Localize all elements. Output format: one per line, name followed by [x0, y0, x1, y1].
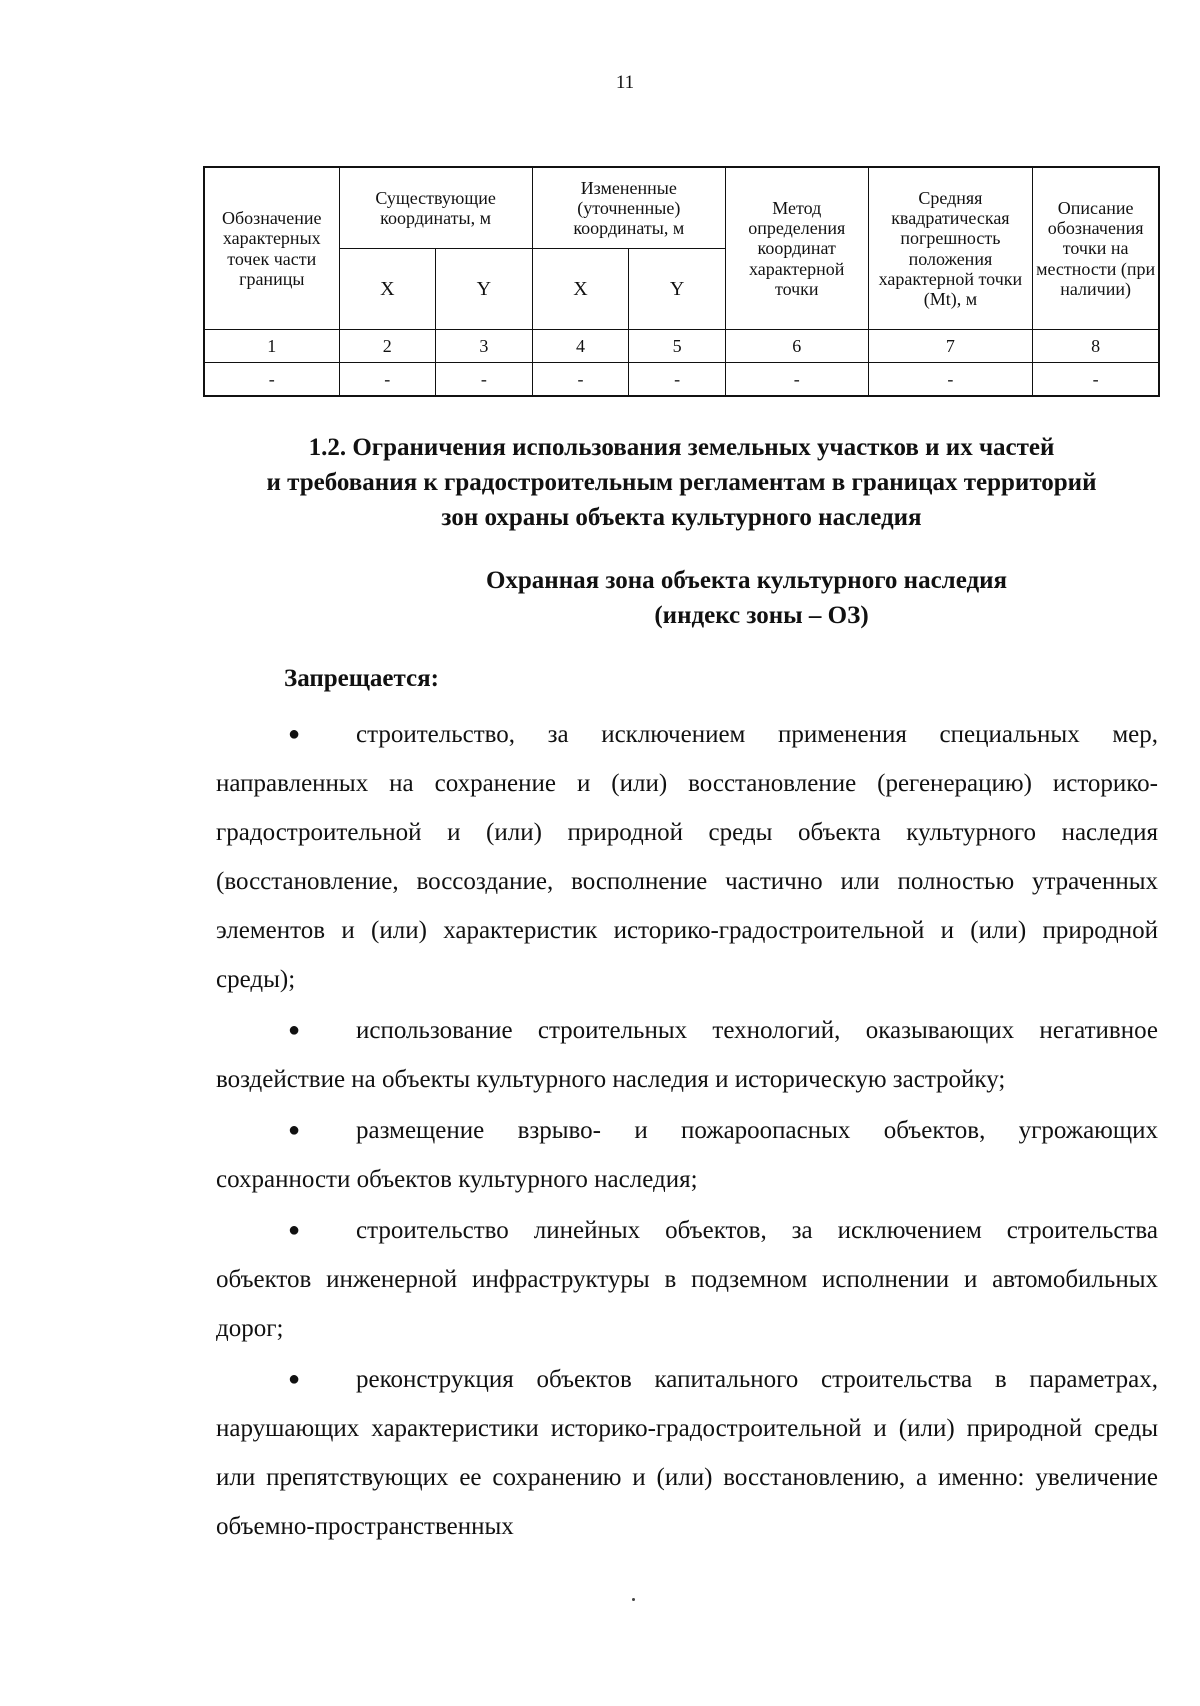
section-heading — [203, 430, 1160, 535]
page-number: 11 — [615, 72, 635, 93]
zone-heading — [203, 563, 1160, 633]
column-number: 7 — [868, 330, 1033, 363]
list-item-text: реконструкция объектов капитального строительства в параметрах, нарушающих характеристики историко-градостроительной и (или) природной среды или препятствующих ее сохранению и (или) восстановлению, а именно: увеличение объемно-пространственных — [216, 1366, 1158, 1540]
coordinates-table — [203, 166, 1160, 397]
column-number: 3 — [436, 330, 533, 363]
header-changed-y: Y — [629, 249, 726, 330]
header-designation: Обозначение характерных точек части границы — [204, 167, 339, 330]
list-item-text: строительство линейных объектов, за исключением строительства объектов инженерной инфраструктуры в подземном исполнении и автомобильных дорог; — [216, 1217, 1158, 1342]
column-number: 6 — [725, 330, 868, 363]
list-item — [216, 1106, 1158, 1204]
header-changed-coordinates: Измененные (уточненные) координаты, м — [532, 167, 725, 249]
section-heading-line: 1.2. Ограничения использования земельных участков и их частей — [308, 434, 1055, 461]
table-cell: - — [339, 363, 436, 397]
bullet-icon: ● — [288, 1368, 301, 1390]
column-number: 8 — [1033, 330, 1159, 363]
table-cell: - — [436, 363, 533, 397]
list-item — [216, 1355, 1158, 1551]
table-cell: - — [532, 363, 629, 397]
table-cell: - — [1033, 363, 1159, 397]
header-error: Средняя квадратическая погрешность положения характерной точки (Mt), м — [868, 167, 1033, 330]
list-item — [216, 1006, 1158, 1104]
header-changed-x: X — [532, 249, 629, 330]
list-item — [216, 710, 1158, 1004]
column-number: 5 — [629, 330, 726, 363]
zone-heading-title: Охранная зона объекта культурного наследия — [485, 567, 1008, 594]
table-cell: - — [868, 363, 1033, 397]
column-number: 1 — [204, 330, 339, 363]
section-heading-line: и требования к градостроительным регламентам в границах территорий — [266, 469, 1097, 496]
column-number: 2 — [339, 330, 436, 363]
header-existing-x: X — [339, 249, 436, 330]
column-number: 4 — [532, 330, 629, 363]
header-existing-y: Y — [436, 249, 533, 330]
bullet-icon: ● — [288, 1219, 301, 1241]
bullet-icon: ● — [288, 723, 301, 745]
table-row-empty — [204, 363, 1159, 397]
list-item-text: размещение взрыво- и пожароопасных объектов, угрожающих сохранности объектов культурного наследия; — [216, 1117, 1158, 1193]
prohibitions-list — [216, 710, 1158, 1553]
header-existing-coordinates: Существующие координаты, м — [339, 167, 532, 249]
header-description: Описание обозначения точки на местности (при наличии) — [1033, 167, 1159, 330]
table-cell: - — [725, 363, 868, 397]
table-cell: - — [204, 363, 339, 397]
table-row-column-numbers — [204, 330, 1159, 363]
list-item — [216, 1206, 1158, 1353]
bullet-icon: ● — [288, 1019, 301, 1041]
zone-heading-index: (индекс зоны – ОЗ) — [654, 602, 869, 629]
list-item-text: строительство, за исключением применения специальных мер, направленных на сохранение и (или) восстановление (регенерацию) историко-градостроительной и (или) природной среды объекта культурного наследия (восстановление, воссоздание, восполнение частично или полностью утраченных элементов и (или) характеристик историко-градостроительной и (или) природной среды); — [216, 721, 1158, 993]
section-heading-line: зон охраны объекта культурного наследия — [441, 504, 922, 531]
bullet-icon: ● — [288, 1119, 301, 1141]
list-item-text: использование строительных технологий, оказывающих негативное воздействие на объекты культурного наследия и историческую застройку; — [216, 1017, 1158, 1093]
prohibited-label: Запрещается: — [284, 665, 440, 692]
table-cell: - — [629, 363, 726, 397]
header-method: Метод определения координат характерной точки — [725, 167, 868, 330]
scan-dot — [632, 1598, 635, 1601]
